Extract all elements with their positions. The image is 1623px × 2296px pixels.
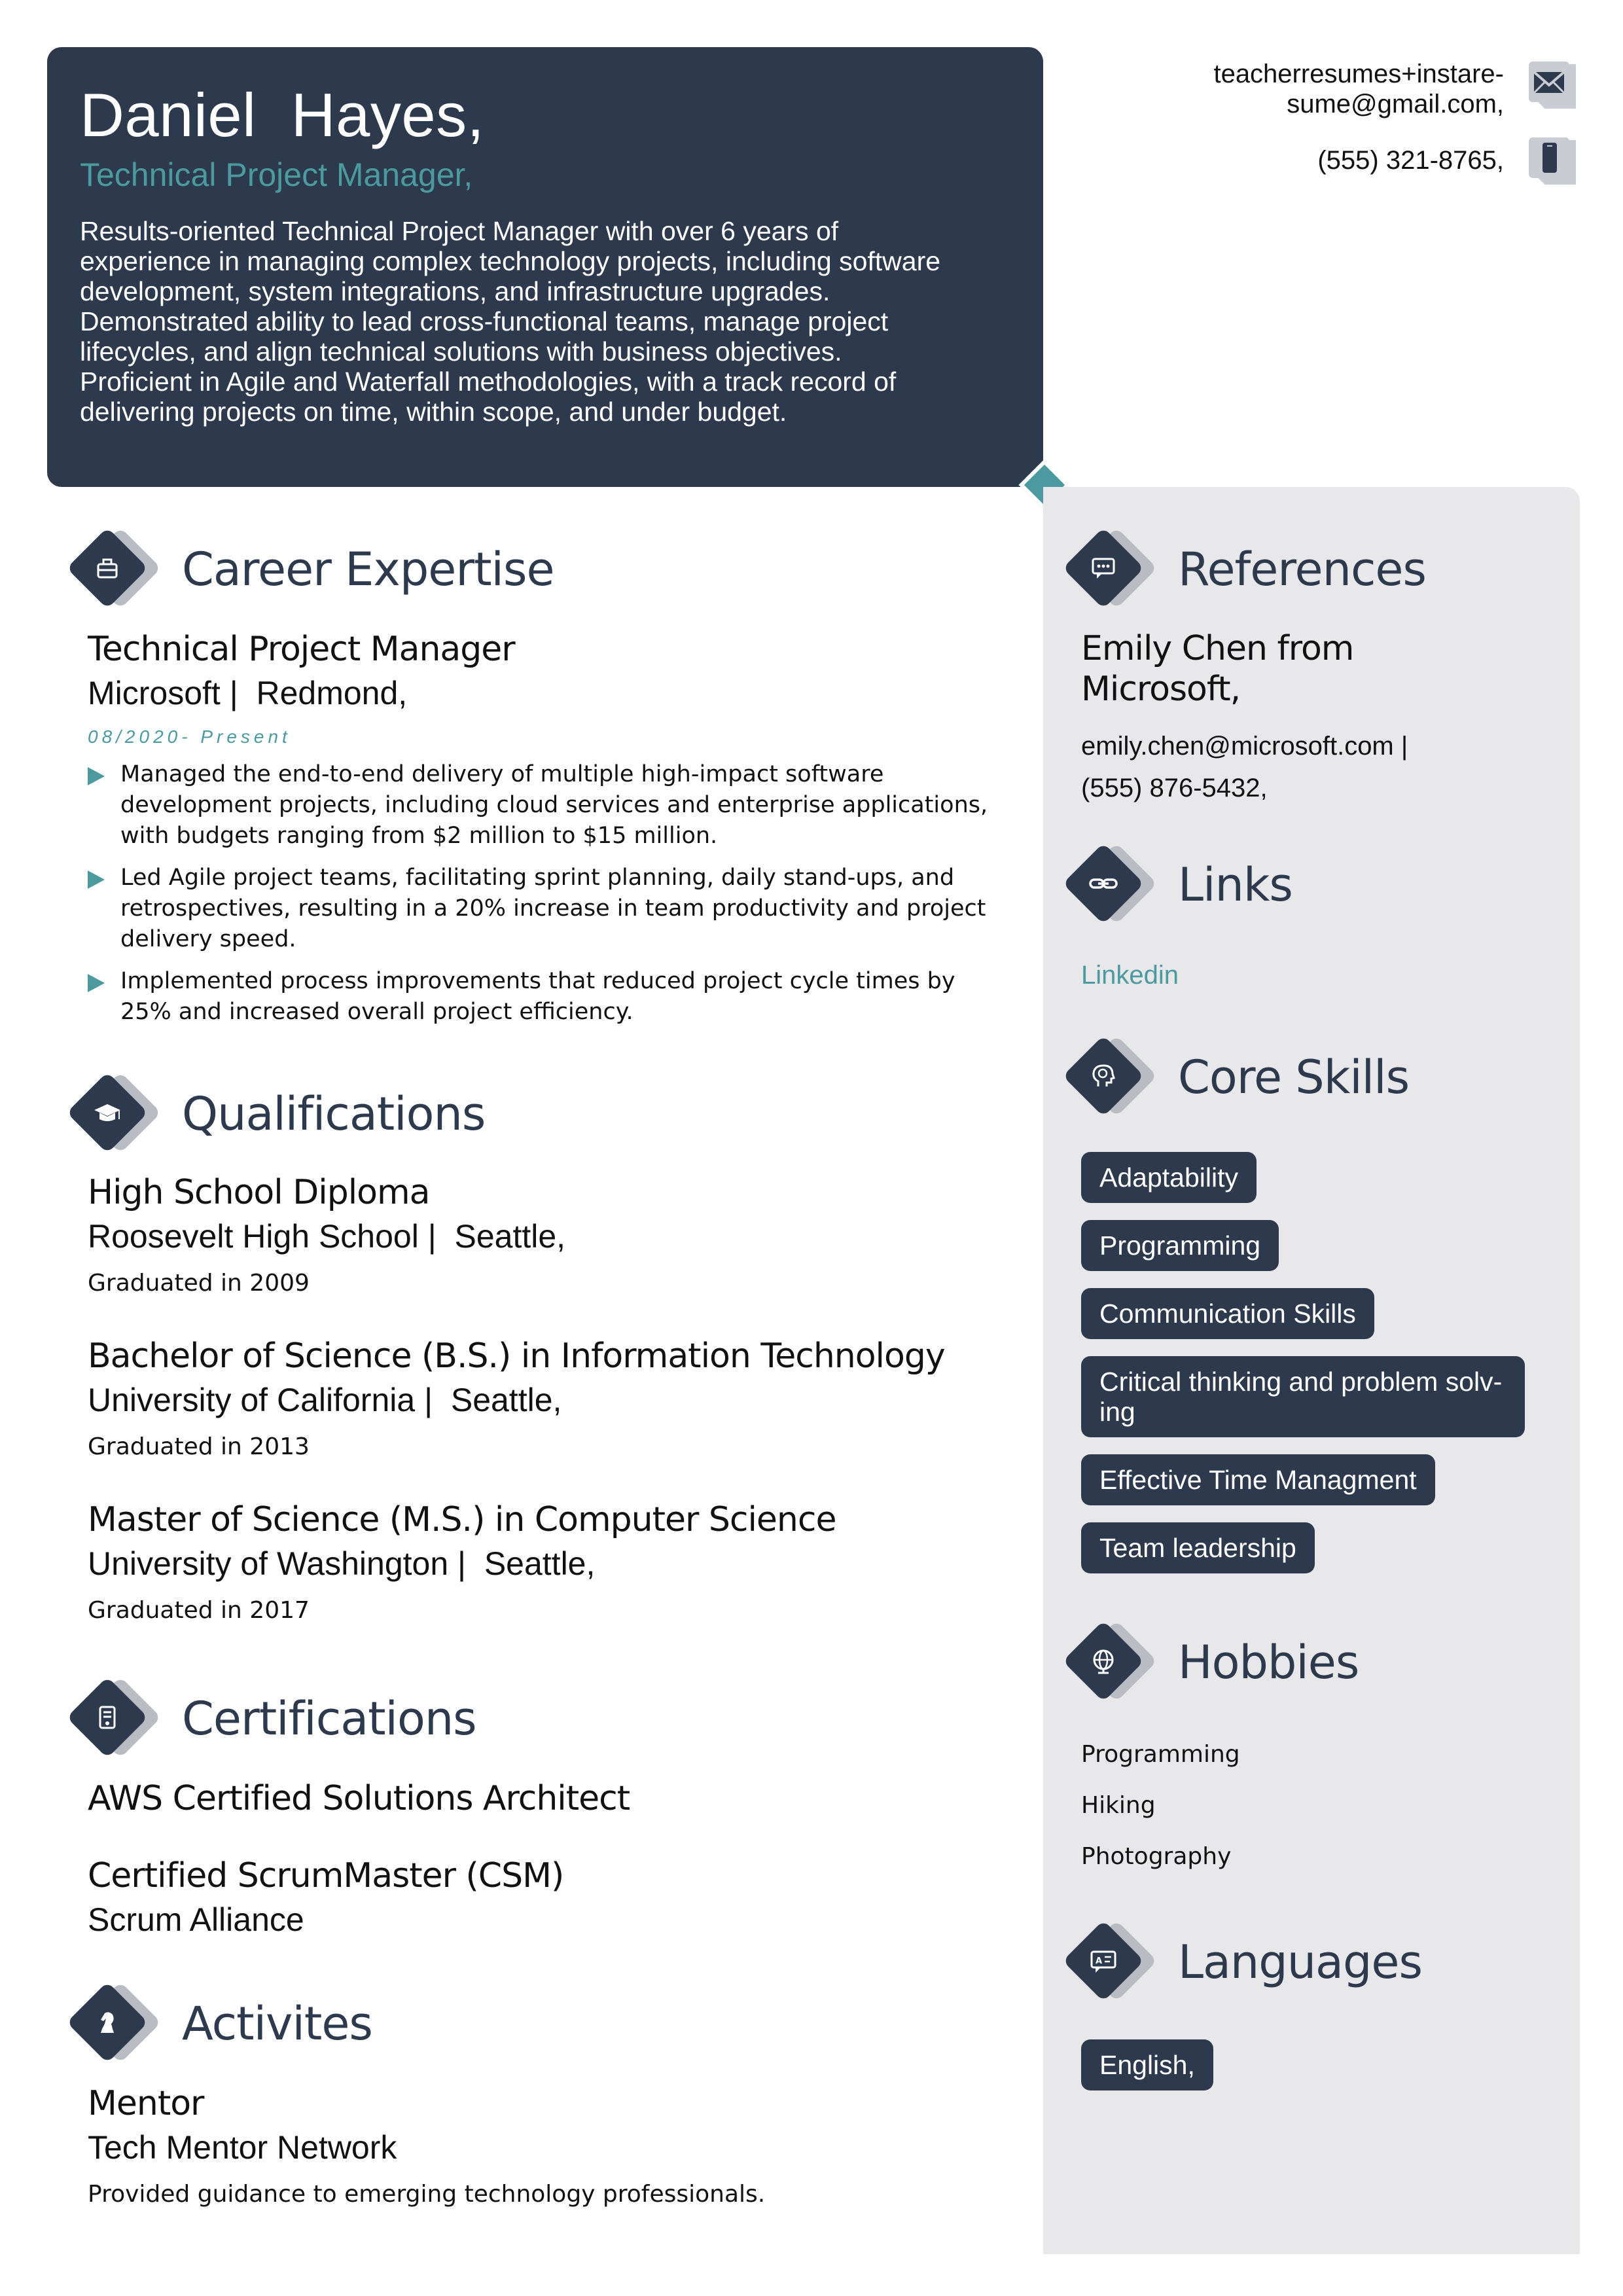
skill-tag: Adaptability	[1081, 1152, 1257, 1203]
skill-tag: Team leadership	[1081, 1522, 1315, 1573]
contact-block	[1118, 59, 1576, 200]
certificate-icon	[72, 1679, 170, 1758]
certification-name: Certified ScrumMaster (CSM)	[88, 1856, 564, 1895]
qualification-school: Roosevelt High School	[88, 1218, 419, 1255]
career-role: Technical Project Manager	[88, 630, 515, 669]
activity-desc: Provided guidance to emerging technology professionals.	[88, 2181, 766, 2208]
hobby-item: Programming	[1081, 1741, 1240, 1768]
section-title: References	[1178, 543, 1426, 596]
qualification-school-line: Roosevelt High School | Seattle,	[88, 1218, 566, 1255]
list-item: Managed the end-to-end delivery of multiple high-impact software development projects, including cloud services and enterprise applications, with budgets ranging from $2 million to $15 million.	[88, 759, 1004, 852]
section-title: Links	[1178, 858, 1293, 912]
header-card	[47, 47, 1043, 487]
section-skills	[1068, 1038, 1409, 1117]
phone-text: (555) 321-8765,	[1317, 146, 1504, 175]
profile-summary: Results-oriented Technical Project Manager with over 6 years of experience in managing complex technology projects, including software development, system integrations, and infrastructure upgrades. Demonstrated ability to lead cross-functional teams, manage project lifecycles, and align technical solutions with business objectives. Proficient in Agile and Waterfall methodologies, with a track record of delivering projects on time, within scope, and under budget.	[80, 216, 941, 427]
reference-name: Emily Chen from Microsoft,	[1081, 629, 1354, 709]
reference-phone: (555) 876-5432,	[1081, 774, 1268, 802]
section-activities	[72, 1984, 372, 2063]
qualification-school-line: University of California | Seattle,	[88, 1382, 562, 1418]
section-languages	[1068, 1923, 1422, 2001]
section-references	[1068, 530, 1426, 609]
translate-icon	[1068, 1923, 1166, 2001]
section-certifications	[72, 1679, 476, 1758]
briefcase-icon	[72, 530, 170, 609]
list-item: Implemented process improvements that reduced project cycle times by 25% and increased overall project efficiency.	[88, 966, 1004, 1028]
chat-bubble-icon	[1068, 530, 1166, 609]
envelope-icon	[1526, 59, 1576, 109]
skill-tag: Effective Time Managment	[1081, 1454, 1435, 1505]
linkedin-link[interactable]: Linkedin	[1081, 961, 1179, 990]
section-title: Career Expertise	[182, 543, 554, 596]
qualification-school-line: University of Washington | Seattle,	[88, 1545, 596, 1582]
contact-phone[interactable]	[1118, 135, 1576, 185]
activity-role: Mentor	[88, 2084, 204, 2123]
list-item: Led Agile project teams, facilitating sprint planning, daily stand-ups, and retrospectives, resulting in a 20% increase in team productivity and project delivery speed.	[88, 863, 1004, 955]
email-line-2: sume@gmail.com,	[1287, 90, 1504, 118]
qualification-degree: Master of Science (M.S.) in Computer Science	[88, 1500, 836, 1539]
career-dates: 08/2020- Present	[88, 726, 291, 747]
qualification-degree: Bachelor of Science (B.S.) in Information Technology	[88, 1336, 945, 1376]
contact-email[interactable]	[1118, 59, 1576, 119]
graduation-cap-icon	[72, 1075, 170, 1153]
qualification-school: University of Washington	[88, 1545, 449, 1582]
qualification-degree: High School Diploma	[88, 1173, 430, 1212]
head-brain-icon	[1068, 1038, 1166, 1117]
chess-knight-icon	[72, 1984, 170, 2063]
qualification-note: Graduated in 2013	[88, 1433, 310, 1460]
language-tag: English,	[1081, 2039, 1213, 2090]
skill-tag: Programming	[1081, 1220, 1279, 1271]
activity-org: Tech Mentor Network	[88, 2129, 397, 2166]
section-hobbies	[1068, 1623, 1359, 1702]
certification-name: AWS Certified Solutions Architect	[88, 1779, 630, 1818]
job-title: Technical Project Manager,	[80, 156, 473, 193]
qualification-location: Seattle,	[484, 1545, 596, 1582]
section-career	[72, 530, 554, 609]
email-line-1: teacherresumes+instare-	[1213, 60, 1504, 88]
skill-tag: Critical thinking and problem solv- ing	[1081, 1356, 1525, 1437]
section-qualifications	[72, 1075, 485, 1153]
hobby-item: Photography	[1081, 1843, 1232, 1870]
last-name: Hayes,	[291, 81, 485, 149]
qualification-note: Graduated in 2009	[88, 1270, 310, 1297]
link-icon	[1068, 846, 1166, 924]
candidate-name	[80, 80, 484, 151]
mobile-phone-icon	[1526, 135, 1576, 185]
section-title: Qualifications	[182, 1087, 486, 1141]
section-title: Languages	[1178, 1935, 1422, 1989]
career-bullets	[88, 759, 1004, 1039]
first-name: Daniel	[80, 81, 257, 149]
section-links	[1068, 846, 1293, 924]
globe-icon	[1068, 1623, 1166, 1702]
qualification-location: Seattle,	[450, 1382, 562, 1418]
qualification-note: Graduated in 2017	[88, 1597, 310, 1624]
svg-text:A: A	[1096, 1956, 1103, 1966]
hobby-item: Hiking	[1081, 1792, 1156, 1819]
section-title: Certifications	[182, 1692, 476, 1746]
certification-issuer: Scrum Alliance	[88, 1901, 304, 1938]
section-title: Activites	[182, 1997, 372, 2051]
qualification-school: University of California	[88, 1382, 416, 1418]
career-company: Microsoft	[88, 675, 221, 711]
career-location: Redmond,	[256, 675, 408, 711]
reference-contact	[1081, 725, 1500, 809]
qualification-location: Seattle,	[454, 1218, 566, 1255]
section-title: Hobbies	[1178, 1636, 1359, 1689]
section-title: Core Skills	[1178, 1050, 1410, 1104]
skill-tag: Communication Skills	[1081, 1288, 1374, 1339]
reference-email[interactable]: emily.chen@microsoft.com |	[1081, 732, 1408, 761]
career-company-line: Microsoft | Redmond,	[88, 675, 408, 711]
